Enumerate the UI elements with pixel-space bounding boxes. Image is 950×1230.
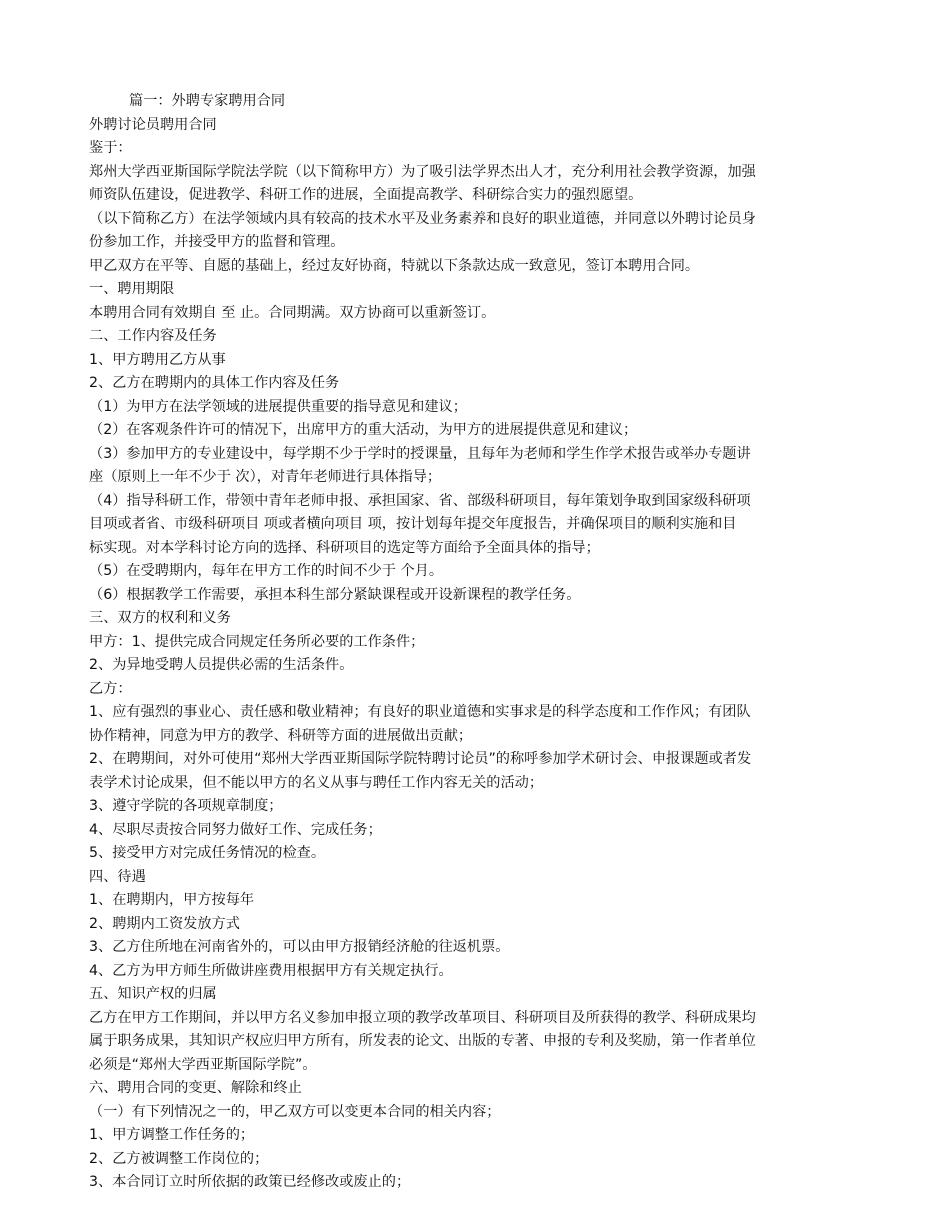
document-line: 外聘讨论员聘用合同: [89, 116, 217, 133]
document-line: 甲乙双方在平等、自愿的基础上，经过友好协商，特就以下条款达成一致意见，签订本聘用合同。: [89, 257, 700, 274]
document-line: （6）根据教学工作需要，承担本科生部分紧缺课程或开设新课程的教学任务。: [89, 586, 581, 603]
document-line: 六、聘用合同的变更、解除和终止: [89, 1080, 302, 1096]
document-line: 1、甲方聘用乙方从事: [89, 351, 226, 368]
document-line: 5、接受甲方对完成任务情况的检查。: [89, 845, 326, 861]
document-line: 2、在聘期间，对外可使用“郑州大学西亚斯国际学院特聘讨论员”的称呼参加学术研讨会、申报课题或者发: [89, 751, 752, 767]
document-line: 3、本合同订立时所依据的政策已经修改或废止的；: [89, 1174, 411, 1190]
document-line: （1）为甲方在法学领域的进展提供重要的指导意见和建议；: [89, 398, 467, 415]
document-line: 五、知识产权的归属: [89, 986, 217, 1002]
document-line: 师资队伍建设，促进教学、科研工作的进展，全面提高教学、科研综合实力的强烈愿望。: [89, 187, 643, 203]
document-line: （以下简称乙方）在法学领域内具有较高的技术水平及业务素养和良好的职业道德，并同意以外聘讨论员身: [89, 210, 756, 227]
document-line: 乙方：: [89, 680, 132, 697]
document-line: 二、工作内容及任务: [89, 328, 217, 344]
document-line: 必须是“郑州大学西亚斯国际学院”。: [89, 1056, 317, 1073]
document-line: 份参加工作，并接受甲方的监督和管理。: [89, 234, 345, 250]
document-line: 目项或者省、市级科研项目 项或者横向项目 项，按计划每年提交年度报告，并确保项目的顺利实施和目: [89, 516, 737, 532]
document-line: （2）在客观条件许可的情况下，出席甲方的重大活动，为甲方的进展提供意见和建议；: [89, 422, 638, 438]
document-line: 1、甲方调整工作任务的；: [89, 1127, 255, 1143]
document-line: （4）指导科研工作，带领中青年老师申报、承担国家、省、部级科研项目，每年策划争取到国家级科研项: [89, 492, 751, 509]
document-line: 1、在聘期内，甲方按每年: [89, 892, 255, 908]
document-line: 一、聘用期限: [89, 281, 175, 297]
document-line: 3、乙方住所地在河南省外的，可以由甲方报销经济舱的往返机票。: [89, 939, 510, 955]
document-page: [89, 90, 869, 1195]
document-line: 四、待遇: [89, 868, 146, 885]
document-line: 座（原则上一年不少于 次），对青年老师进行具体指导；: [89, 469, 442, 485]
document-line: 2、聘期内工资发放方式: [89, 915, 240, 932]
document-line: 2、为异地受聘人员提供必需的生活条件。: [89, 657, 354, 673]
document-line: 甲方：1、提供完成合同规定任务所必要的工作条件；: [89, 633, 425, 650]
document-line: 4、尽职尽责按合同努力做好工作、完成任务；: [89, 821, 382, 838]
document-line: 属于职务成果，其知识产权应归甲方所有，所发表的论文、出版的专著、申报的专利及奖励，第一作者单位: [89, 1033, 756, 1049]
document-line: 本聘用合同有效期自 至 止。合同期满。双方协商可以重新签订。: [89, 304, 496, 321]
document-line: （3）参加甲方的专业建设中，每学期不少于学时的授课量，且每年为老师和学生作学术报告或举办专题讲: [89, 445, 751, 462]
document-line: 乙方在甲方工作期间，并以甲方名义参加申报立项的教学改革项目、科研项目及所获得的教学、科研成果均: [89, 1009, 756, 1026]
document-body: [89, 114, 869, 1195]
document-heading: 篇一：外聘专家聘用合同: [129, 93, 286, 109]
document-line: 4、乙方为甲方师生所做讲座费用根据甲方有关规定执行。: [89, 962, 453, 979]
document-line: 协作精神，同意为甲方的教学、科研等方面的进展做出贡献；: [89, 727, 473, 744]
document-line: 3、遵守学院的各项规章制度；: [89, 798, 283, 814]
document-line: 标实现。对本学科讨论方向的选择、科研项目的选定等方面给予全面具体的指导；: [89, 539, 600, 556]
document-line: 2、乙方在聘期内的具体工作内容及任务: [89, 375, 340, 391]
document-line: 1、应有强烈的事业心、责任感和敬业精神；有良好的职业道德和实事求是的科学态度和工作作风；有团队: [89, 704, 751, 720]
document-line: （5）在受聘期内，每年在甲方工作的时间不少于 个月。: [89, 563, 444, 579]
document-line: 鉴于：: [89, 140, 132, 156]
document-line: （一）有下列情况之一的，甲乙双方可以变更本合同的相关内容；: [89, 1103, 501, 1120]
document-line: 表学术讨论成果，但不能以甲方的名义从事与聘任工作内容无关的活动；: [89, 774, 544, 791]
document-line: 2、乙方被调整工作岗位的；: [89, 1150, 269, 1167]
document-line: 郑州大学西亚斯国际学院法学院（以下简称甲方）为了吸引法学界杰出人才，充分利用社会教学资源，加强: [89, 163, 756, 180]
document-line: 三、双方的权利和义务: [89, 610, 231, 626]
